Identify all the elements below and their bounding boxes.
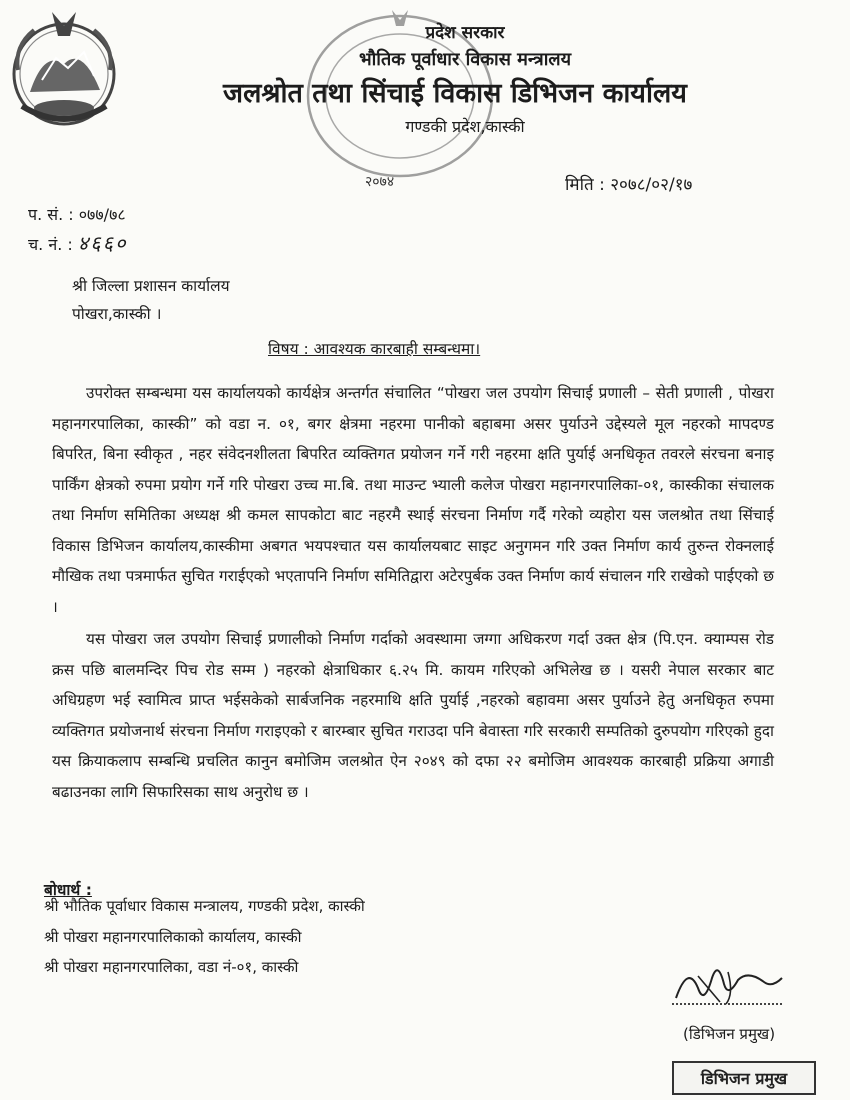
office-name: जलश्रोत तथा सिंचाई विकास डिभिजन कार्यालय: [223, 78, 687, 109]
handwritten-signature-icon: [668, 958, 788, 1014]
letter-subject: विषय : आवश्यक कारबाही सम्बन्धमा।: [268, 340, 481, 358]
chalani-value: ४६६०: [77, 231, 128, 255]
nepal-emblem-icon: [8, 6, 120, 132]
chalani-number: [28, 229, 127, 256]
seal-year: २०७४: [365, 174, 395, 190]
letterhead: [110, 20, 760, 140]
letter-body: [52, 378, 774, 809]
recipient-line-2: पोखरा,कास्की ।: [72, 305, 162, 323]
chalani-label: च. नं. :: [28, 235, 73, 254]
signatory-designation: (डिभिजन प्रमुख): [683, 1025, 776, 1043]
body-paragraph: यस पोखरा जल उपयोग सिचाई प्रणालीको निर्माण गर्दाको अवस्थामा जग्गा अधिकरण गर्दा उक्त क्षेत्र (पि.एन. क्याम्पस रोड क्रस पछि बालमन्दिर पिच रोड सम्म ) नहरको क्षेत्राधिकार ६.२५ मि. कायम गरिएको अभिलेख छ । यसरी नेपाल सरकार बाट अधिग्रहण भई स्वामित्व प्राप्त भईसकेको सार्बजनिक नहरमाथि क्षति पुर्याई ,नहरको बहावमा असर पुर्याउने हेतु अनधिकृत रुपमा व्यक्तिगत प्रयोजनार्थ संरचना निर्माण गराइएको र बारम्बार सुचित गराउदा पनि बेवास्ता गरि सरकारी सम्पतिको दुरुपयोग गरिएको हुदा यस क्रियाकलाप सम्बन्धि प्रचलित कानुन बमोजिम जलश्रोत ऐन २०४९ को दफा २२ बमोजिम आवश्यक कारबाही प्रक्रिया अगाडी बढाउनका लागि सिफारिसका साथ अनुरोध छ ।: [52, 630, 774, 801]
cc-title: बोधार्थ :: [44, 881, 92, 899]
cc-item: श्री पोखरा महानगरपालिकाको कार्यालय, कास्की: [44, 928, 302, 946]
designation-stamp: डिभिजन प्रमुख: [672, 1061, 816, 1095]
cc-item: श्री पोखरा महानगरपालिका, वडा नं-०१, कास्की: [44, 958, 299, 976]
recipient-line-1: श्री जिल्ला प्रशासन कार्यालय: [72, 277, 230, 295]
patra-sankhya: प. सं. : ०७७/७८: [28, 205, 126, 224]
letter-date: मिति : २०७८/०२/१७: [565, 175, 693, 195]
ministry-name: भौतिक पूर्वाधार विकास मन्त्रालय: [358, 49, 572, 70]
province-government: प्रदेश सरकार: [425, 23, 505, 43]
body-paragraph: उपरोक्त सम्बन्धमा यस कार्यालयको कार्यक्षेत्र अन्तर्गत संचालित “पोखरा जल उपयोग सिचाई प्रणाली – सेती प्रणाली , पोखरा महानगरपालिका, कास्की” को वडा न. ०१, बगर क्षेत्रमा नहरमा पानीको बहाबमा असर पुर्याउने उद्देस्यले मूल नहरको मापदण्ड बिपरित, बिना स्वीकृत , नहर संवेदनशीलता बिपरित व्यक्तिगत प्रयोजन गर्ने गरी नहरमा क्षति पुर्याई अनधिकृत तवरले संरचना बनाइ पार्किंग क्षेत्रको रुपमा प्रयोग गर्ने गरि पोखरा उच्च मा.बि. तथा माउन्ट भ्याली कलेज पोखरा महानगरपालिका-०१, कास्कीका संचालक तथा निर्माण समितिका अध्यक्ष श्री कमल सापकोटा बाट नहरमै स्थाई संरचना निर्माण गर्दै गरेको व्यहोरा यस जलश्रोत तथा सिंचाई विकास डिभिजन कार्यालय,कास्कीमा अबगत भयपश्चात यस कार्यालयबाट साइट अनुगमन गरि उक्त निर्माण कार्य तुरुन्त रोक्नलाई मौखिक तथा पत्रमार्फत सुचित गराईएको भएतापनि निर्माण समितिद्वारा अटेरपुर्बक उक्त निर्माण कार्य संचालन गरि राखेको पाईएको छ ।: [52, 384, 774, 616]
cc-item: श्री भौतिक पूर्वाधार विकास मन्त्रालय, गण्डकी प्रदेश, कास्की: [44, 897, 365, 915]
signature-line: [672, 1003, 782, 1005]
office-location: गण्डकी प्रदेश,कास्की: [405, 117, 525, 136]
